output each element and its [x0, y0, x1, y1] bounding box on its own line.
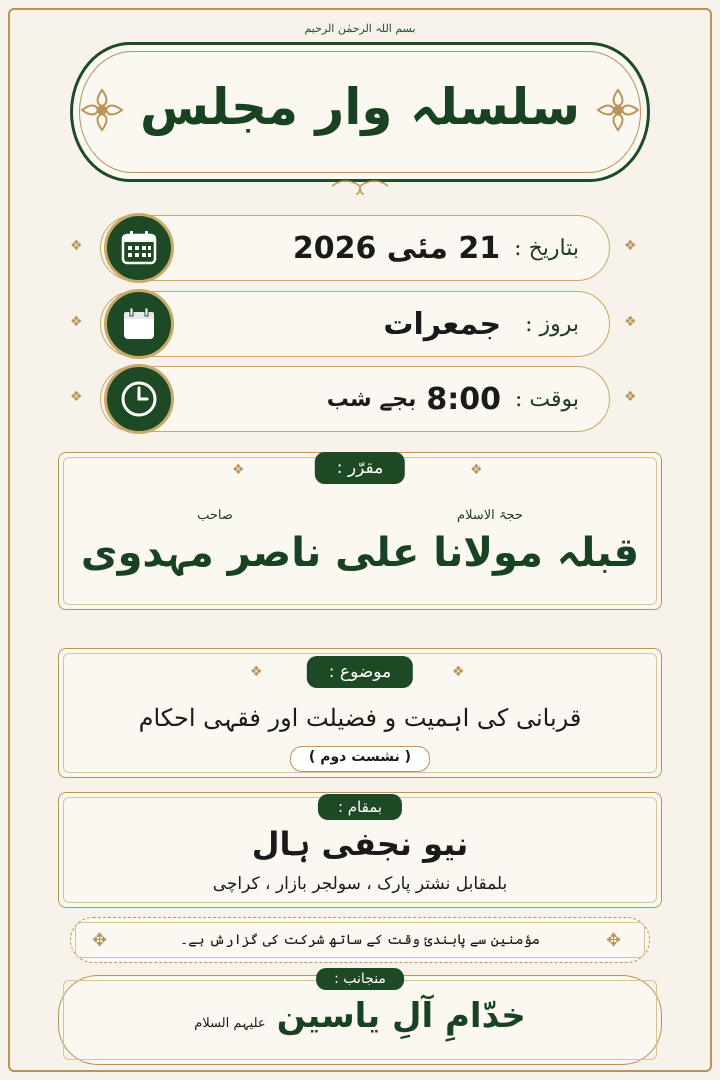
date-value: 21 مئی 2026 [292, 230, 501, 266]
side-ornament-icon: ❖ [452, 664, 465, 680]
time-label: بوقت : [514, 386, 579, 412]
date-label: بتاریخ : [514, 235, 579, 261]
side-ornament-icon: ✥ [606, 930, 622, 951]
scroll-ornament-icon [330, 176, 390, 196]
side-ornament-icon: ✥ [92, 930, 108, 951]
side-ornament-icon: ❖ [624, 389, 637, 405]
speaker-honorific-suffix: صاحب [197, 508, 233, 523]
side-ornament-icon: ❖ [70, 238, 83, 254]
side-ornament-icon: ❖ [470, 462, 483, 478]
bismillah: بسم اللہ الرحمٰن الرحیم [304, 22, 416, 35]
time-value: 8:00 [426, 381, 501, 417]
side-ornament-icon: ❖ [70, 314, 83, 330]
time-row [100, 366, 610, 432]
day-value: جمعرات [383, 306, 502, 342]
side-ornament-icon: ❖ [232, 462, 245, 478]
side-ornament-icon: ❖ [250, 664, 263, 680]
speaker-honorific-top: حجۃ الاسلام [457, 508, 523, 523]
organizer-suffix: علیہم السلام [194, 1016, 266, 1031]
calendar-icon [104, 213, 174, 283]
venue-name: نیو نجفی ہال [251, 825, 469, 863]
clock-icon [104, 364, 174, 434]
topic-heading: موضوع : [307, 656, 413, 688]
venue-address: بلمقابل نشتر پارک ، سولجر بازار ، کراچی [212, 874, 508, 894]
day-row [100, 291, 610, 357]
venue-heading: بمقام : [318, 794, 402, 820]
notice-text: مؤمنین سے پابندئ وقت کے ساتھ شرکت کی گزارش ہے۔ [180, 932, 540, 948]
topic-text: قربانی کی اہمیت و فضیلت اور فقہی احکام [138, 704, 582, 732]
side-ornament-icon: ❖ [624, 238, 637, 254]
topic-session: ( نشست دوم ) [308, 749, 412, 765]
organizer-name: خدّامِ آلِ یاسین [276, 996, 526, 1036]
side-ornament-icon: ❖ [70, 389, 83, 405]
calendar-blank-icon [104, 289, 174, 359]
page-title: سلسلہ وار مجلس [139, 78, 581, 136]
speaker-heading: مقرّر : [315, 452, 405, 484]
organizer-heading: منجانب : [316, 968, 404, 990]
side-ornament-icon: ❖ [624, 314, 637, 330]
speaker-name: قبلہ مولانا علی ناصر مہدوی [80, 530, 640, 576]
time-suffix: بجے شب [326, 386, 417, 412]
day-label: بروز : [525, 311, 579, 337]
date-row [100, 215, 610, 281]
